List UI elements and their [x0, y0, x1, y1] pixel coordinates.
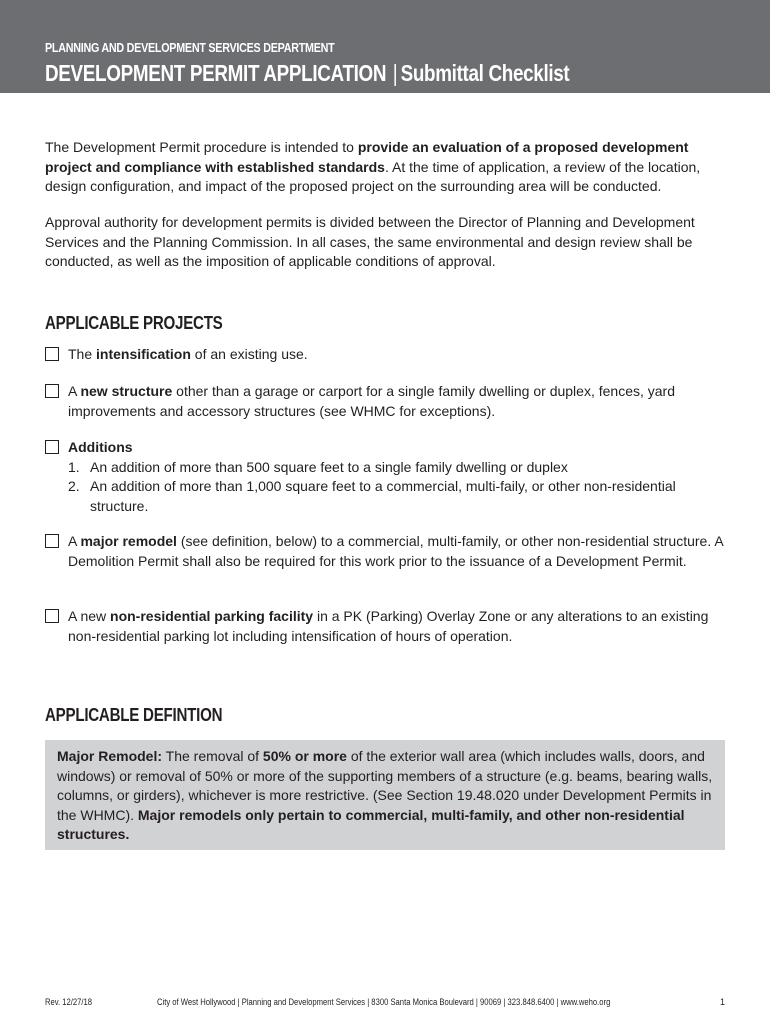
page-header [0, 0, 770, 93]
definition-bold: Major remodels only pertain to commercial, multi-family, and other non-residential structures. [57, 806, 685, 842]
footer-contact-info: City of West Hollywood | Planning and Development Services | 8300 Santa Monica Boulevard | 90069 | 323.848.6400 | www.weho.org [157, 997, 611, 1007]
definition-text: of the exterior wall area (which includes walls, doors, and windows) or removal of 50% or more of the supporting members of a structure (e.g. beams, bearing walls, columns, or girders), whichever is more restrictive. (See Section 19.48.020 under Development Permits in the WHMC). [57, 748, 713, 823]
item-text-post: other than a garage or carport for a single family dwelling or duplex, fences, yard improvements and accessory structures (see WHMC for exceptions). [68, 383, 675, 419]
project-item-intensification [45, 345, 735, 365]
definition-label: Major Remodel: [57, 748, 163, 764]
project-item-parking-facility [45, 607, 735, 646]
checkbox-intensification[interactable] [45, 347, 59, 361]
project-item-new-structure [45, 382, 735, 421]
project-item-text [68, 532, 735, 571]
sublist-number: 2. [68, 478, 80, 494]
project-item-text [68, 382, 735, 421]
item-text-pre: A new [68, 608, 111, 624]
checkbox-additions[interactable] [45, 440, 59, 454]
project-item-additions [45, 438, 735, 516]
title-sub: Submittal Checklist [400, 60, 570, 86]
applicable-definition-heading: APPLICABLE DEFINTION [45, 705, 223, 725]
intro-p1-bold: provide an evaluation of a proposed development project and compliance with established standards [45, 139, 689, 175]
project-item-major-remodel [45, 532, 735, 571]
sublist-text: An addition of more than 1,000 square feet to a commercial, multi-faily, or other non-residential structure. [90, 478, 676, 514]
project-item-text [68, 345, 735, 365]
title-separator: | [392, 60, 398, 86]
definition-box [45, 740, 725, 850]
definition-text: The removal of [162, 748, 263, 764]
intro-p1-text-end: . At the time of application, a review of the location, design configuration, and impact of the proposed project on the surrounding area will be conducted. [45, 158, 701, 194]
item-text-post: of an existing use. [190, 346, 308, 362]
item-text-bold: major remodel [80, 533, 177, 549]
checkbox-major-remodel[interactable] [45, 534, 59, 548]
intro-paragraph-1 [45, 138, 725, 197]
item-text-pre: The [68, 346, 97, 362]
sublist-item [68, 477, 735, 516]
project-item-text [68, 438, 735, 458]
item-text-bold: non-residential parking facility [110, 608, 314, 624]
definition-bold: 50% or more [262, 748, 347, 764]
item-text-bold: intensification [96, 346, 191, 362]
sublist-text: An addition of more than 500 square feet to a single family dwelling or duplex [90, 458, 568, 475]
item-text-post: in a PK (Parking) Overlay Zone or any alterations to an existing non-residential parking lot including intensification of hours of operation. [68, 608, 709, 644]
additions-sublist [68, 458, 735, 517]
title-main: DEVELOPMENT PERMIT APPLICATION [45, 60, 387, 86]
checkbox-parking-facility[interactable] [45, 609, 59, 623]
item-text-post: (see definition, below) to a commercial, multi-family, or other non-residential structure. A Demolition Permit shall also be required for this work prior to the issuance of a Development Permit. [68, 533, 723, 569]
intro-paragraph-2: Approval authority for development permits is divided between the Director of Planning and Development Services and the Planning Commission. In all cases, the same environmental and design review shall be conducted, as well as the imposition of applicable conditions of approval. [45, 214, 695, 269]
revision-date: Rev. 12/27/18 [45, 997, 93, 1007]
item-text-bold: new structure [80, 383, 173, 399]
project-item-text [68, 607, 735, 646]
intro-p1-text: The Development Permit procedure is intended to [45, 139, 358, 155]
item-text-bold: Additions [68, 439, 133, 455]
checkbox-new-structure[interactable] [45, 384, 59, 398]
item-text-pre: A [68, 533, 81, 549]
item-text-pre: A [68, 383, 81, 399]
sublist-number: 1. [68, 458, 80, 475]
department-name: PLANNING AND DEVELOPMENT SERVICES DEPARTMENT [45, 41, 335, 55]
sublist-item [68, 458, 735, 478]
applicable-projects-heading: APPLICABLE PROJECTS [45, 313, 223, 333]
page-number: 1 [720, 997, 726, 1007]
page-title [45, 60, 569, 87]
